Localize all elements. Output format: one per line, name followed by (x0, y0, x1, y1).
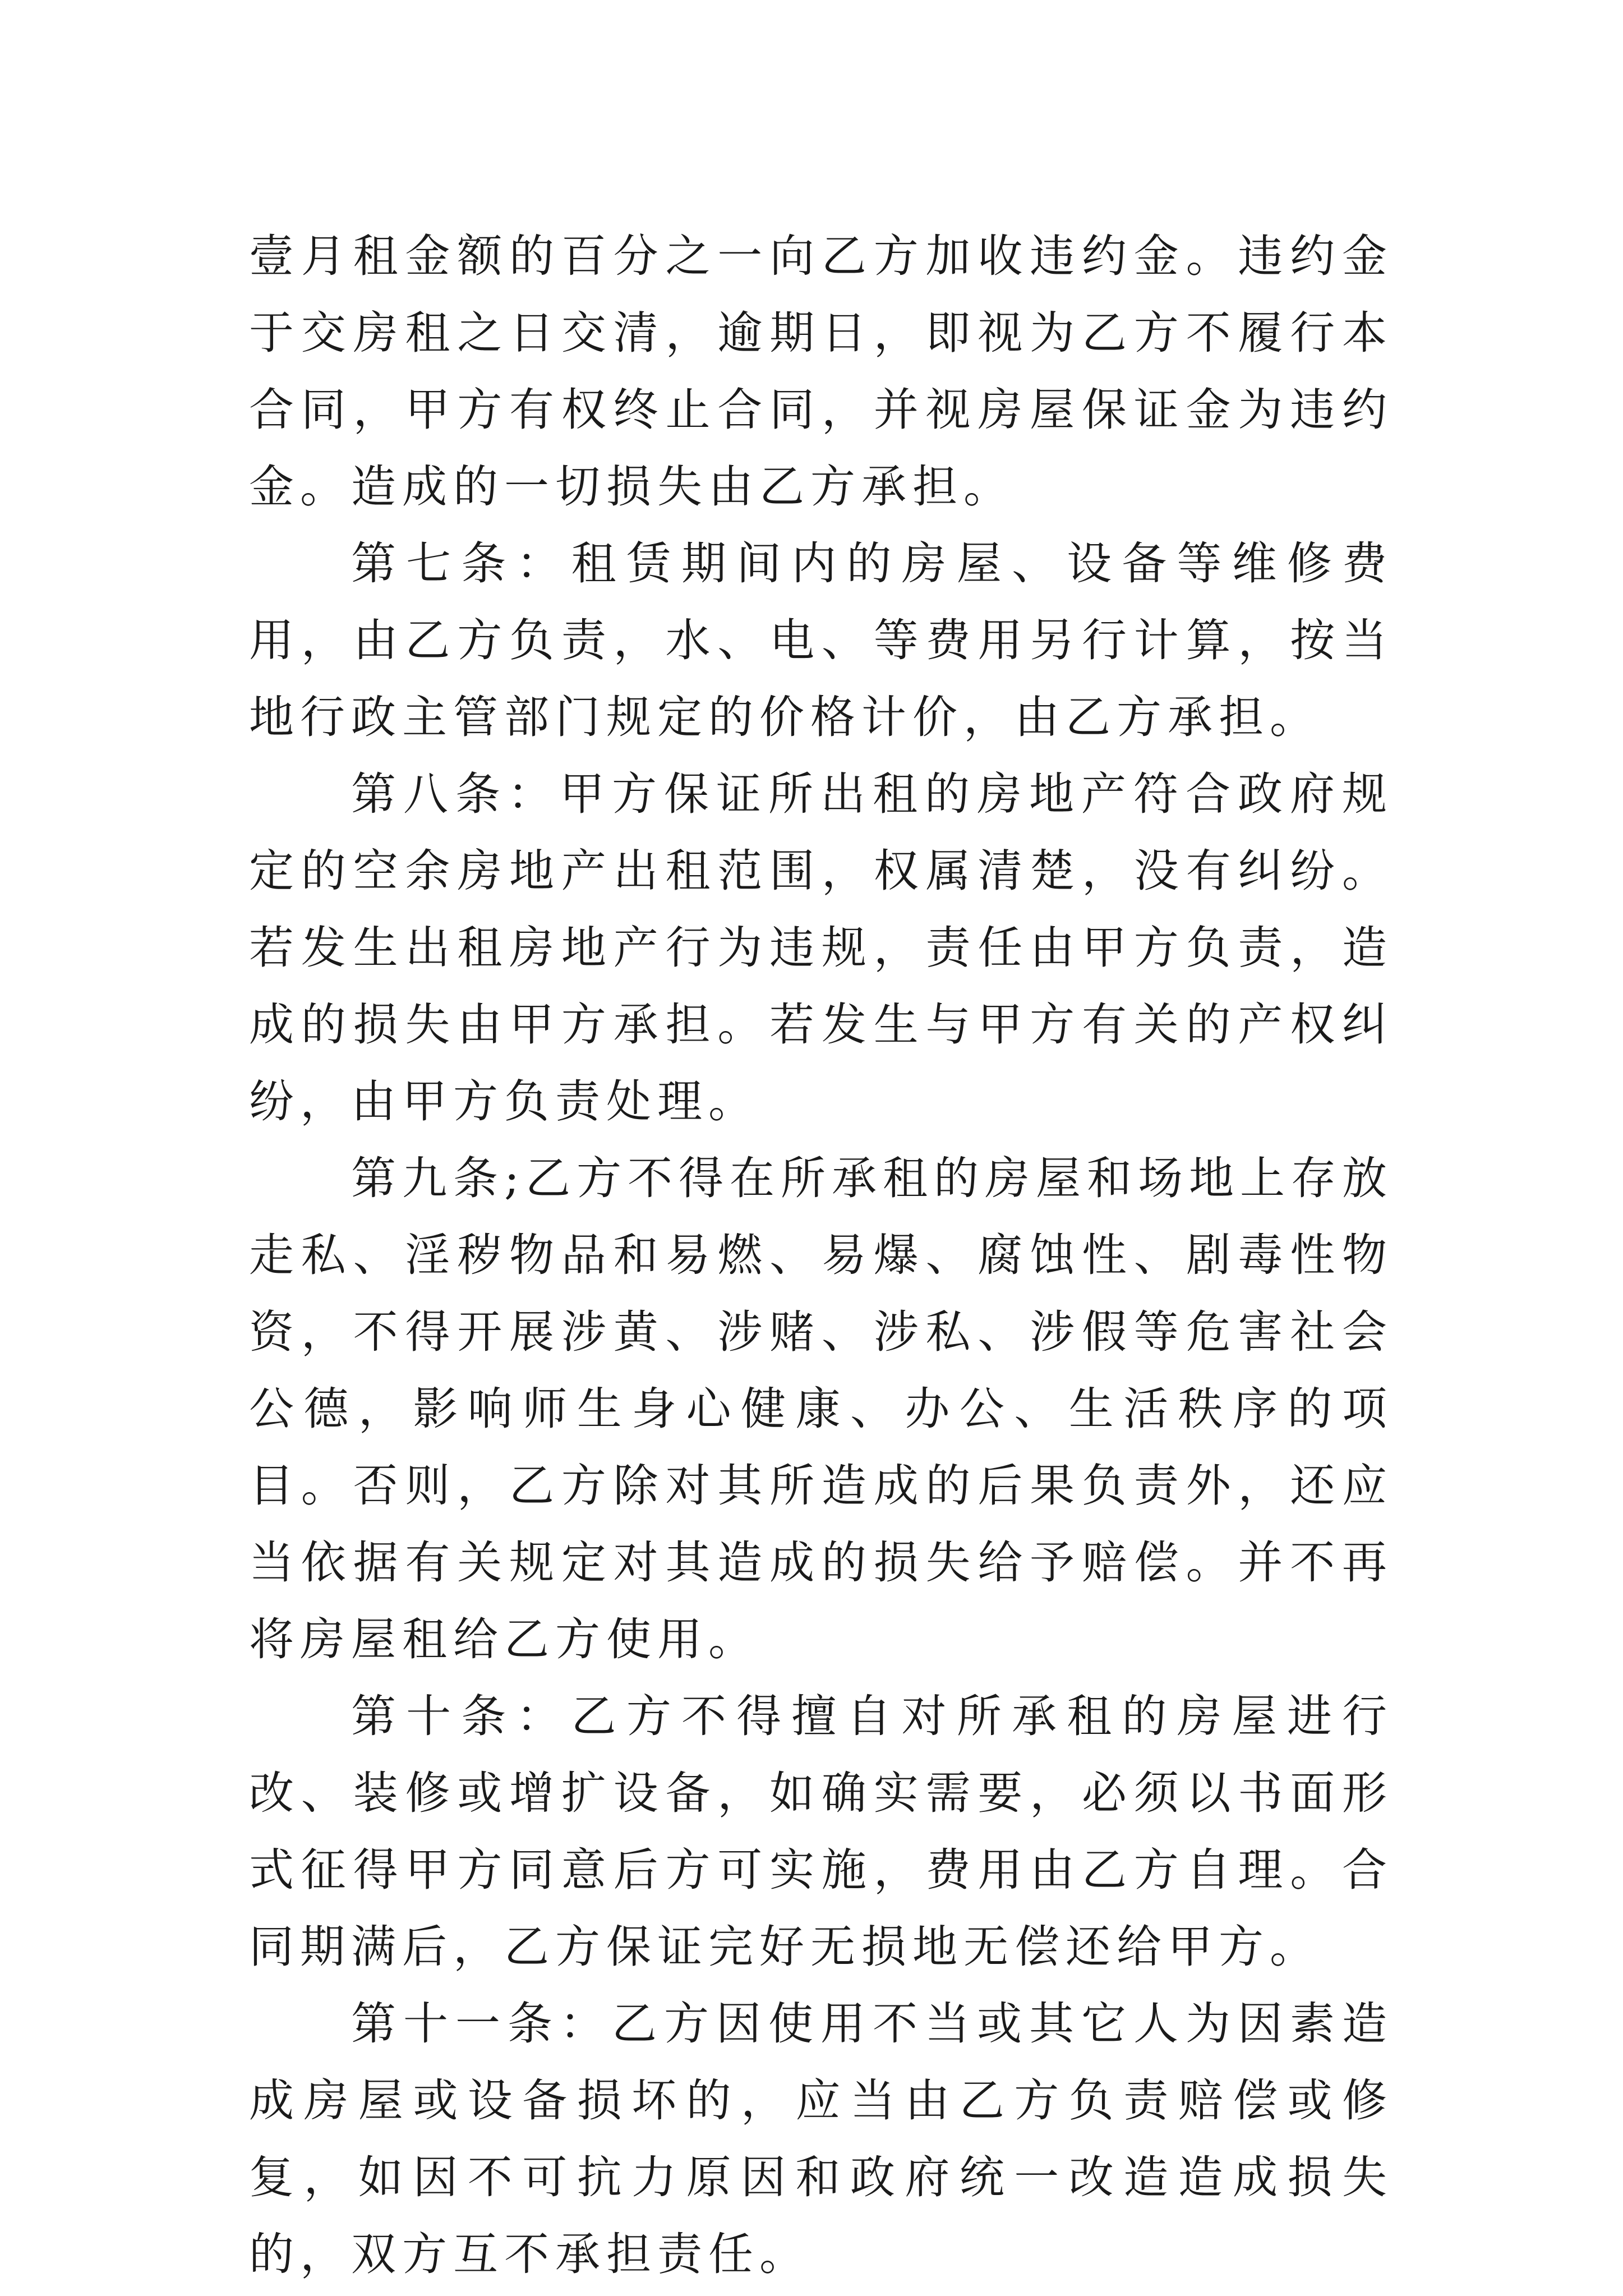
paragraph-article-11: 第十一条：乙方因使用不当或其它人为因素造成房屋或设备损坏的，应当由乙方负责赔偿或修复，如因不可抗力原因和政府统一改造造成损失的，双方互不承担责任。 (249, 1998, 1393, 2280)
document-body (249, 218, 1393, 2293)
paragraph-article-9: 第九条;乙方不得在所承租的房屋和场地上存放走私、淫秽物品和易燃、易爆、腐蚀性、剧毒性物资，不得开展涉黄、涉赌、涉私、涉假等危害社会公德，影响师生身心健康、办公、生活秩序的项目。否则，乙方除对其所造成的后果负责外，还应当依据有关规定对其造成的损失给予赔偿。并不再将房屋租给乙方使用。 (249, 1152, 1393, 1665)
paragraph-article-8: 第八条：甲方保证所出租的房地产符合政府规定的空余房地产出租范围，权属清楚，没有纠纷。若发生出租房地产行为违规，责任由甲方负责，造成的损失由甲方承担。若发生与甲方有关的产权纠纷，由甲方负责处理。 (249, 768, 1393, 1128)
paragraph-article-7: 第七条：租赁期间内的房屋、设备等维修费用，由乙方负责，水、电、等费用另行计算，按当地行政主管部门规定的价格计价，由乙方承担。 (249, 537, 1393, 743)
paragraph-article-10: 第十条：乙方不得擅自对所承租的房屋进行改、装修或增扩设备，如确实需要，必须以书面形式征得甲方同意后方可实施，费用由乙方自理。合同期满后，乙方保证完好无损地无偿还给甲方。 (249, 1690, 1393, 1973)
paragraph-penalty-continuation: 壹月租金额的百分之一向乙方加收违约金。违约金于交房租之日交清，逾期日，即视为乙方不履行本合同，甲方有权终止合同，并视房屋保证金为违约金。造成的一切损失由乙方承担。 (249, 230, 1393, 513)
